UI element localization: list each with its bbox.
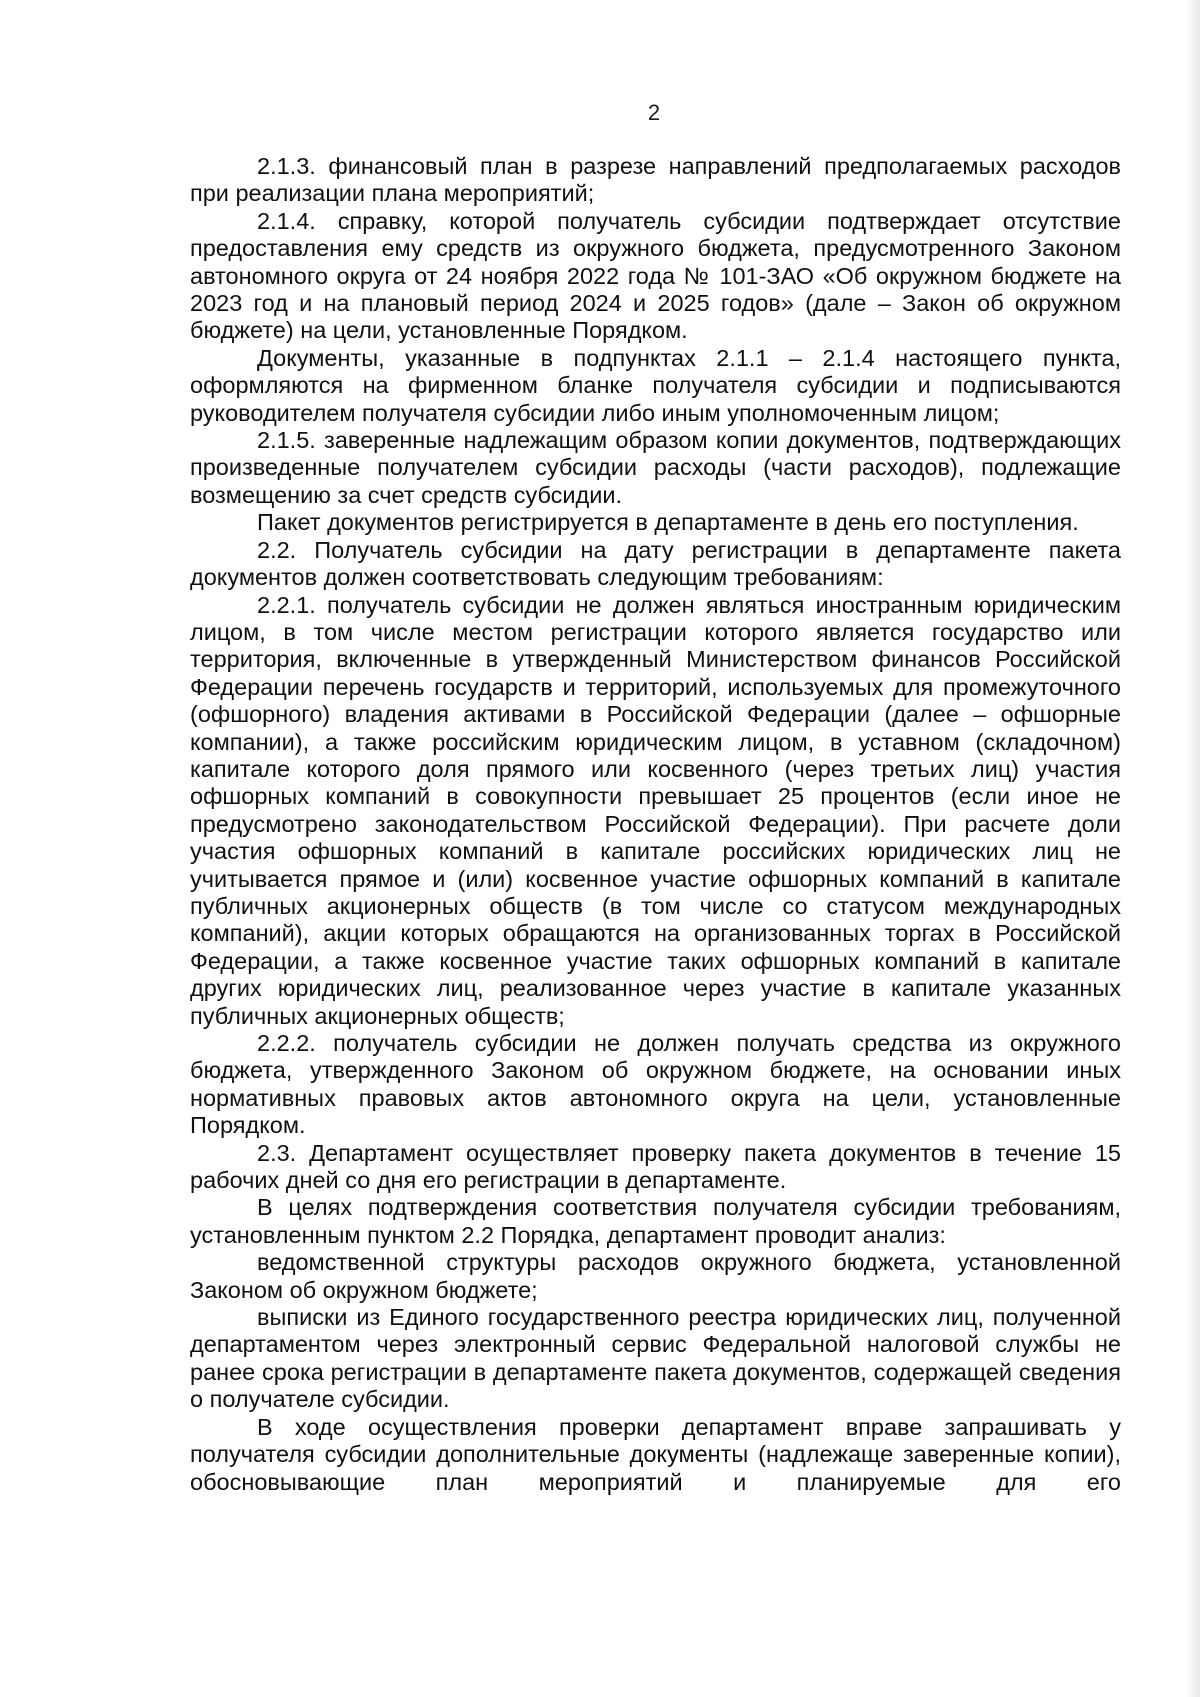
paragraph-2-2: 2.2. Получатель субсидии на дату регистрации в департаменте пакета документов должен соответствовать следующим требованиям: — [190, 536, 1121, 591]
paragraph-documents-note: Документы, указанные в подпунктах 2.1.1 – 2.1.4 настоящего пункта, оформляются на фирменном бланке получателя субсидии и подписываются руководителем получателя субсидии либо иным уполномоченным лицом; — [190, 344, 1121, 426]
paragraph-analysis-registry: выписки из Единого государственного реестра юридических лиц, полученной департаментом через электронный сервис Федеральной налоговой службы не ранее срока регистрации в департаменте пакета документов, содержащей сведения о получателе субсидии. — [190, 1304, 1121, 1413]
page-number: 2 — [647, 100, 661, 125]
paragraph-2-1-4: 2.1.4. справку, которой получатель субсидии подтверждает отсутствие предоставления ему средств из окружного бюджета, предусмотренного Законом автономного округа от 24 ноября 2022 года № 101-ЗАО «Об окружном бюджете на 2023 год и на плановый период 2024 и 2025 годов» (дале – Закон об окружном бюджете) на цели, установленные Порядком. — [190, 207, 1121, 344]
paragraph-2-1-5: 2.1.5. заверенные надлежащим образом копии документов, подтверждающих произведенные получателем субсидии расходы (части расходов), подлежащие возмещению за счет средств субсидии. — [190, 427, 1121, 508]
paragraph-analysis-budget: ведомственной структуры расходов окружного бюджета, установленной Законом об окружном бюджете; — [190, 1249, 1121, 1303]
paragraph-2-2-1: 2.2.1. получатель субсидии не должен являться иностранным юридическим лицом, в том числе местом регистрации которого является государство или территория, включенные в утвержденный Министерством финансов Российской Федерации перечень государств и территорий, используемых для промежуточного (офшорного) владения активами в Российской Федерации (далее – офшорные компании), а также российским юридическим лицом, в уставном (складочном) капитале которого доля прямого или косвенного (через третьих лиц) участия офшорных компаний в совокупности превышает 25 процентов (если иное не предусмотрено законодательством Российской Федерации). При расчете доли участия офшорных компаний в капитале российских юридических лиц не учитывается прямое и (или) косвенное участие офшорных компаний в капитале публичных акционерных обществ (в том числе со статусом международных компаний), акции которых обращаются на организованных торгах в Российской Федерации, а также косвенное участие таких офшорных компаний в капитале других юридических лиц, реализованное через участие в капитале указанных публичных акционерных обществ; — [190, 591, 1121, 1029]
paragraph-2-2-2: 2.2.2. получатель субсидии не должен получать средства из окружного бюджета, утвержденного Законом об окружном бюджете, на основании иных нормативных правовых актов автономного округа на цели, установленные Порядком. — [190, 1030, 1121, 1139]
paragraph-additional-documents: В ходе осуществления проверки департамент вправе запрашивать у получателя субсидии дополнительные документы (надлежаще заверенные копии), обосновывающие план мероприятий и планируемые для его — [190, 1413, 1121, 1495]
paragraph-2-1-3: 2.1.3. финансовый план в разрезе направлений предполагаемых расходов при реализации плана мероприятий; — [190, 153, 1121, 207]
page-edge-shadow — [1186, 0, 1200, 1697]
paragraph-2-3: 2.3. Департамент осуществляет проверку пакета документов в течение 15 рабочих дней со дня его регистрации в департаменте. — [190, 1139, 1121, 1194]
document-body — [190, 153, 1121, 1496]
paragraph-registration: Пакет документов регистрируется в департаменте в день его поступления. — [257, 509, 1079, 536]
paragraph-analysis-intro: В целях подтверждения соответствия получателя субсидии требованиям, установленным пунктом 2.2 Порядка, департамент проводит анализ: — [190, 1194, 1121, 1248]
